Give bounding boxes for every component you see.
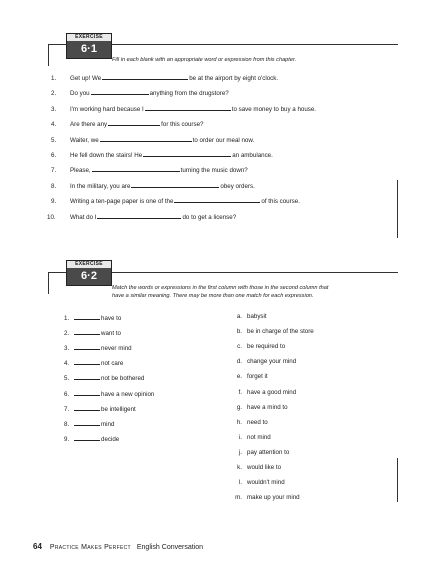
exercise-1-left-rule	[48, 44, 49, 66]
fill-in-item	[51, 119, 203, 129]
match-left-item	[64, 389, 154, 399]
answer-blank[interactable]	[145, 104, 231, 111]
item-text: have to	[101, 315, 122, 322]
item-text: not be bothered	[101, 375, 145, 383]
fill-in-item	[51, 165, 248, 175]
item-text-after: to order our meal now.	[192, 136, 255, 144]
match-right-item	[228, 494, 300, 502]
answer-blank[interactable]	[131, 181, 219, 188]
exercise-2-right-rule	[397, 458, 398, 502]
fill-in-item	[51, 150, 273, 160]
answer-blank[interactable]	[92, 165, 180, 172]
item-text: be intelligent	[101, 405, 136, 413]
fill-in-item	[47, 212, 236, 222]
item-text-before: Writing a ten-page paper is one of the	[70, 198, 174, 206]
item-letter: f.	[238, 388, 242, 396]
item-number: 7.	[64, 405, 70, 413]
item-text: wouldn't mind	[247, 479, 285, 487]
item-text: would like to	[247, 464, 282, 471]
match-right-item	[228, 464, 281, 472]
item-text: forget it	[247, 373, 268, 381]
item-number: 9.	[64, 435, 70, 443]
match-left-item	[64, 434, 119, 444]
answer-blank[interactable]	[74, 434, 100, 441]
item-text-before: Waiter, we	[70, 136, 99, 144]
fill-in-item	[51, 73, 278, 83]
answer-blank[interactable]	[143, 150, 231, 157]
item-number: 10.	[47, 213, 56, 221]
item-letter: g.	[236, 403, 242, 411]
item-text: want to	[101, 330, 121, 338]
item-text: have a good mind	[247, 388, 297, 396]
exercise-1-badge	[66, 33, 112, 59]
exercise-2-badge-label: EXERCISE	[67, 261, 111, 268]
match-right-item	[228, 328, 314, 336]
match-left-item	[64, 404, 136, 414]
match-left-item	[64, 343, 132, 353]
item-text-before: He fell down the stairs! He	[70, 152, 143, 159]
exercise-2-instructions-line-1: Match the words or expressions in the first column with those in the second column that	[112, 285, 329, 291]
item-number: 3.	[51, 105, 57, 113]
answer-blank[interactable]	[74, 313, 100, 320]
match-right-item	[228, 419, 268, 427]
answer-blank[interactable]	[108, 119, 160, 126]
item-text-before: Do you	[70, 90, 90, 98]
exercise-1-instructions: Fill in each blank with an appropriate word or expression from this chapter.	[112, 57, 297, 63]
answer-blank[interactable]	[74, 419, 100, 426]
answer-blank[interactable]	[74, 389, 100, 396]
item-text-after: of this course.	[261, 198, 300, 206]
item-letter: d.	[236, 358, 242, 366]
item-text-before: In the military, you are	[70, 182, 131, 190]
match-right-item	[228, 479, 285, 487]
exercise-1-badge-number: 6·1	[81, 43, 97, 55]
answer-blank[interactable]	[74, 373, 100, 380]
item-text-before: Are there any	[70, 121, 108, 129]
item-number: 5.	[51, 136, 57, 144]
item-text-after: anything from the drugstore?	[149, 90, 229, 98]
item-letter: b.	[236, 328, 242, 336]
item-number: 8.	[64, 420, 70, 428]
item-number: 3.	[64, 345, 70, 353]
item-number: 1.	[64, 315, 70, 322]
item-text: have a new opinion	[101, 390, 155, 398]
item-text: pay attention to	[247, 448, 290, 456]
answer-blank[interactable]	[74, 343, 100, 350]
item-text: be required to	[247, 343, 286, 351]
match-left-item	[64, 313, 121, 323]
item-text: not care	[101, 360, 124, 368]
item-number: 6.	[51, 152, 57, 159]
item-text-after: turning the music down?	[180, 167, 248, 175]
item-number: 1.	[51, 75, 57, 82]
item-number: 2.	[51, 90, 57, 98]
answer-blank[interactable]	[100, 135, 192, 142]
item-letter: k.	[237, 464, 242, 471]
item-text-after: obey orders.	[220, 182, 255, 190]
item-text: mind	[101, 420, 115, 428]
fill-in-item	[51, 181, 255, 191]
answer-blank[interactable]	[174, 196, 260, 203]
answer-blank[interactable]	[97, 212, 181, 219]
item-text-after: to save money to buy a house.	[231, 105, 317, 113]
item-letter: i.	[238, 433, 242, 441]
item-letter: l.	[238, 479, 242, 487]
item-number: 6.	[64, 390, 70, 398]
exercise-2-badge-number: 6·2	[81, 270, 97, 282]
item-text-before: What do I	[70, 213, 97, 221]
item-text: not mind	[247, 433, 271, 441]
match-right-item	[228, 404, 288, 412]
item-number: 9.	[51, 198, 57, 206]
exercise-1-badge-label: EXERCISE	[67, 34, 111, 41]
item-number: 4.	[51, 121, 57, 129]
item-text: change your mind	[247, 358, 297, 366]
item-text: decide	[101, 435, 120, 443]
match-right-item	[228, 434, 271, 442]
item-text: have a mind to	[247, 403, 288, 411]
item-number: 4.	[64, 360, 70, 368]
answer-blank[interactable]	[91, 88, 149, 95]
item-text-before: Please,	[70, 167, 91, 175]
item-letter: e.	[236, 373, 242, 381]
item-letter: c.	[237, 343, 242, 351]
book-title: English Conversation	[136, 544, 204, 551]
match-right-item	[228, 373, 268, 381]
answer-blank[interactable]	[102, 73, 188, 80]
series-title: Practice Makes Perfect	[49, 544, 131, 551]
item-text-before: Get up! We	[70, 75, 102, 82]
item-text: make up your mind	[247, 494, 300, 502]
exercise-2-left-rule	[48, 272, 49, 294]
item-number: 7.	[51, 167, 57, 175]
item-text-after: do to get a license?	[182, 213, 237, 221]
exercise-2-instructions-line-2: have a similar meaning. There may be more than one match for each expression.	[112, 293, 314, 299]
item-text-after: be at the airport by eight o'clock.	[189, 75, 279, 82]
page-number: 64	[33, 542, 42, 551]
item-text-before: I'm working hard because I	[70, 105, 144, 113]
match-left-item	[64, 373, 144, 383]
match-right-item	[228, 449, 289, 457]
item-text-after: for this course?	[161, 121, 204, 129]
page-footer	[33, 542, 203, 551]
item-number: 2.	[64, 330, 70, 338]
answer-blank[interactable]	[74, 358, 100, 365]
item-letter: j.	[238, 448, 242, 456]
item-number: 8.	[51, 182, 57, 190]
exercise-1-right-rule	[397, 180, 398, 238]
item-text: need to	[247, 418, 268, 426]
fill-in-item	[51, 135, 254, 145]
item-text-after: an ambulance.	[232, 152, 273, 159]
fill-in-item	[51, 104, 316, 114]
match-left-item	[64, 419, 114, 429]
match-right-item	[228, 343, 285, 351]
item-letter: h.	[236, 418, 242, 426]
exercise-2-badge	[66, 260, 112, 286]
answer-blank[interactable]	[74, 328, 100, 335]
item-text: babysit	[247, 313, 267, 320]
match-right-item	[228, 358, 296, 366]
item-text: never mind	[101, 345, 132, 353]
match-left-item	[64, 328, 121, 338]
item-text: be in charge of the store	[247, 328, 314, 336]
item-letter: a.	[236, 313, 242, 320]
match-right-item	[228, 313, 267, 321]
fill-in-item	[51, 196, 300, 206]
item-letter: m.	[235, 494, 242, 502]
item-number: 5.	[64, 375, 70, 383]
answer-blank[interactable]	[74, 404, 100, 411]
match-right-item	[228, 389, 296, 397]
match-left-item	[64, 358, 123, 368]
fill-in-item	[51, 88, 229, 98]
